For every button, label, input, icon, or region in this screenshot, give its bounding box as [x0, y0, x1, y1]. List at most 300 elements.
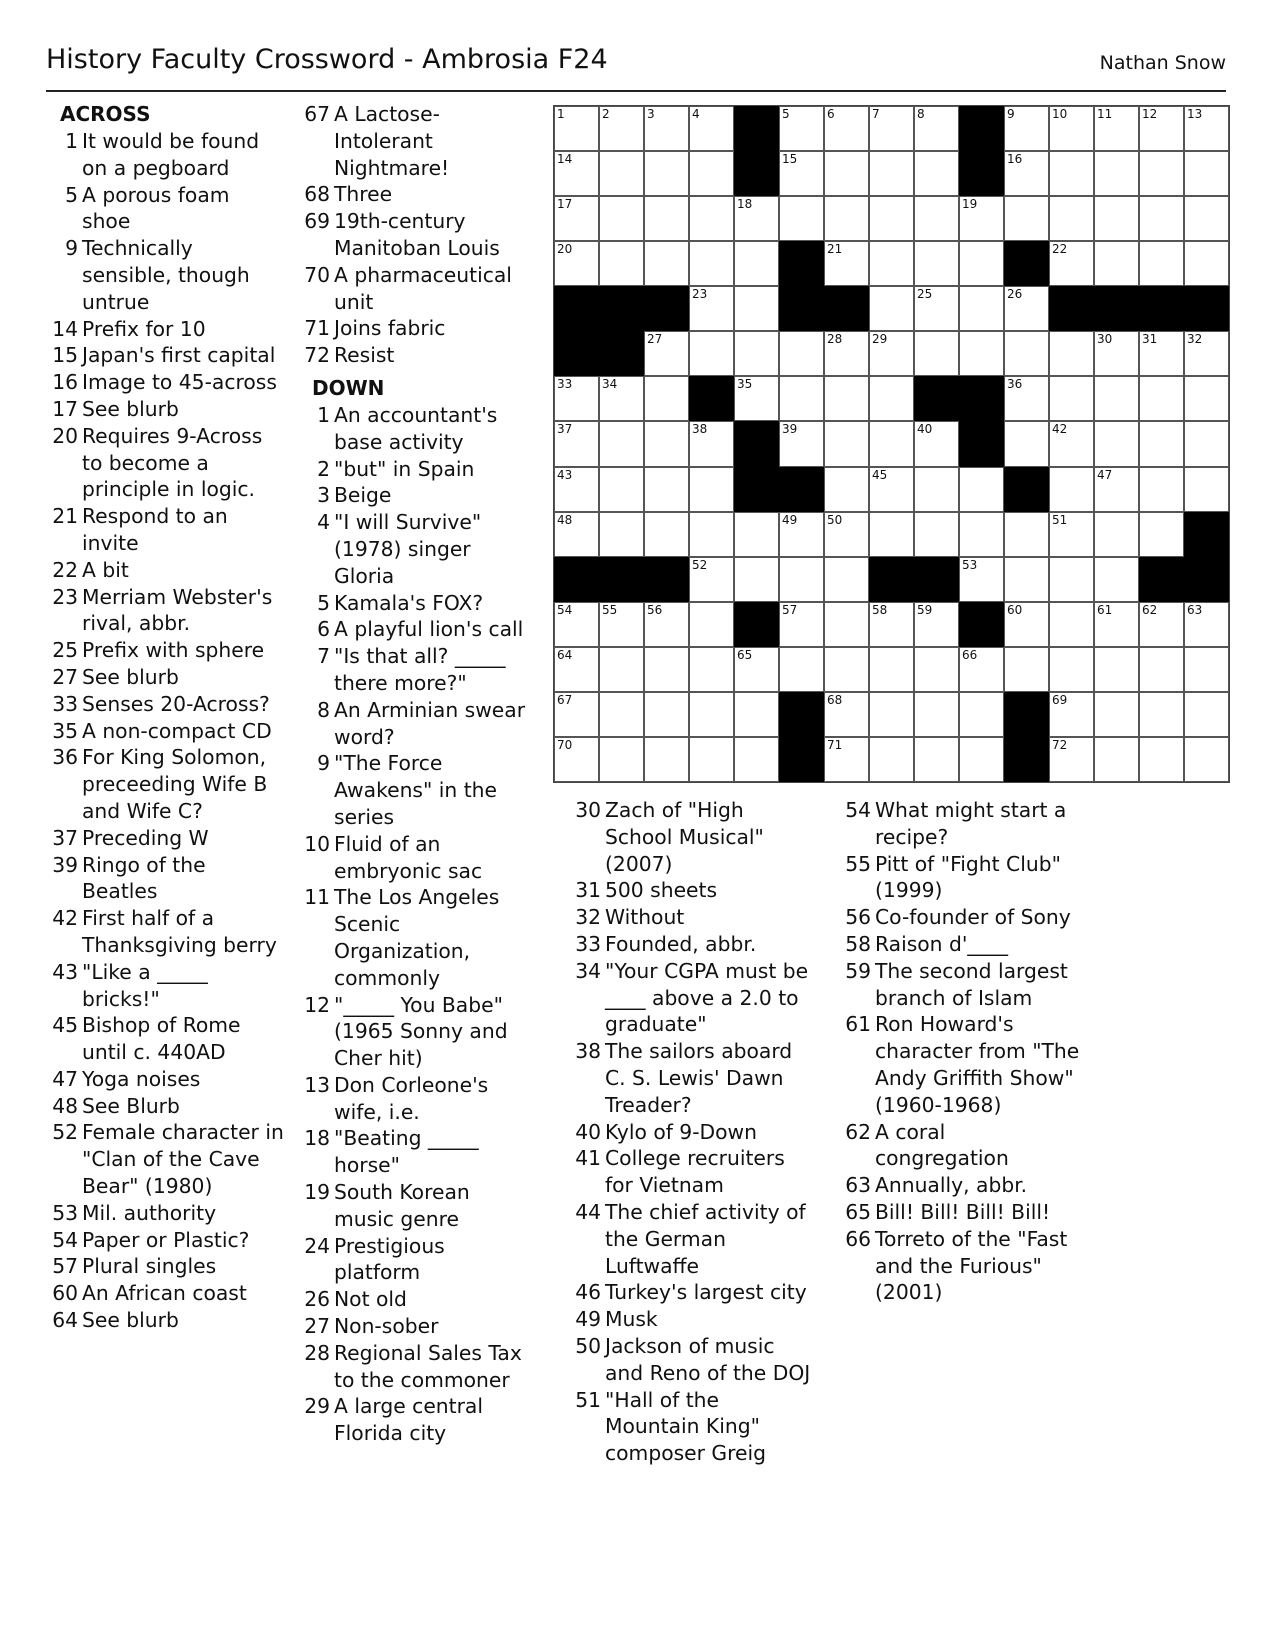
- grid-cell[interactable]: [869, 331, 914, 376]
- clue-text: First half of a Thanksgiving berry: [82, 906, 277, 957]
- grid-cell[interactable]: [1184, 376, 1229, 421]
- grid-cell[interactable]: [1184, 151, 1229, 196]
- grid-cell[interactable]: [689, 737, 734, 782]
- grid-cell[interactable]: [1094, 241, 1139, 286]
- grid-cell[interactable]: [644, 241, 689, 286]
- grid-cell[interactable]: [554, 692, 599, 737]
- grid-cell[interactable]: [599, 106, 644, 151]
- grid-cell[interactable]: [779, 376, 824, 421]
- clue-number: 10: [304, 831, 330, 856]
- clue-text: "I will Survive" (1978) singer Gloria: [334, 510, 482, 588]
- across-clue: [52, 584, 284, 638]
- grid-cell[interactable]: [599, 512, 644, 557]
- black-square: [779, 692, 824, 737]
- grid-cell[interactable]: [644, 331, 689, 376]
- grid-cell[interactable]: [554, 376, 599, 421]
- black-square: [959, 106, 1004, 151]
- grid-cell[interactable]: [1139, 151, 1184, 196]
- grid-cell[interactable]: [959, 331, 1004, 376]
- grid-cell[interactable]: [599, 737, 644, 782]
- grid-cell[interactable]: [1139, 737, 1184, 782]
- grid-cell[interactable]: [689, 331, 734, 376]
- clue-number: 16: [52, 370, 78, 395]
- grid-cell[interactable]: [779, 151, 824, 196]
- across-clue: [52, 369, 284, 396]
- grid-cell[interactable]: [869, 467, 914, 512]
- clue-number: 13: [304, 1072, 330, 1097]
- grid-cell[interactable]: [1139, 421, 1184, 466]
- grid-cell[interactable]: [554, 467, 599, 512]
- clue-text: Merriam Webster's rival, abbr.: [82, 584, 273, 636]
- grid-cell[interactable]: [869, 647, 914, 692]
- grid-cell[interactable]: [1049, 106, 1094, 151]
- clue-number: 52: [52, 1120, 78, 1145]
- grid-cell[interactable]: [644, 106, 689, 151]
- grid-cell[interactable]: [1094, 602, 1139, 647]
- clue-number: 3: [317, 483, 330, 508]
- grid-cell[interactable]: [1049, 737, 1094, 782]
- grid-cell[interactable]: [824, 106, 869, 151]
- clue-text: Technically sensible, though untrue: [82, 236, 250, 314]
- cell-number: 14: [557, 152, 573, 167]
- down-clue: [304, 1393, 536, 1447]
- clue-text: For King Solomon, preceeding Wife B and Wife C?: [82, 745, 268, 823]
- grid-cell[interactable]: [1004, 286, 1049, 331]
- grid-cell[interactable]: [959, 196, 1004, 241]
- grid-cell[interactable]: [1139, 241, 1184, 286]
- grid-cell[interactable]: [779, 647, 824, 692]
- grid-cell[interactable]: [869, 692, 914, 737]
- grid-cell[interactable]: [689, 602, 734, 647]
- clue-number: 4: [317, 510, 330, 535]
- grid-cell[interactable]: [734, 331, 779, 376]
- clue-number: 29: [304, 1394, 330, 1419]
- clue-number: 5: [65, 182, 78, 207]
- grid-cell[interactable]: [959, 737, 1004, 782]
- black-square: [1004, 467, 1049, 512]
- grid-cell[interactable]: [1184, 467, 1229, 512]
- grid-cell[interactable]: [554, 241, 599, 286]
- grid-cell[interactable]: [914, 331, 959, 376]
- grid-cell[interactable]: [1004, 557, 1049, 602]
- grid-cell[interactable]: [824, 376, 869, 421]
- clue-text: Zach of "High School Musical" (2007): [605, 798, 764, 876]
- black-square: [1184, 512, 1229, 557]
- cell-number: 26: [1007, 287, 1023, 302]
- grid-cell[interactable]: [689, 467, 734, 512]
- grid-cell[interactable]: [779, 196, 824, 241]
- grid-cell[interactable]: [1184, 647, 1229, 692]
- grid-cell[interactable]: [599, 241, 644, 286]
- grid-cell[interactable]: [689, 151, 734, 196]
- grid-cell[interactable]: [599, 602, 644, 647]
- grid-cell[interactable]: [1184, 692, 1229, 737]
- down-clue: [575, 1387, 815, 1467]
- grid-cell[interactable]: [1094, 421, 1139, 466]
- cell-number: 27: [647, 332, 663, 347]
- grid-cell[interactable]: [1004, 647, 1049, 692]
- grid-cell[interactable]: [734, 692, 779, 737]
- across-clue: [52, 1093, 284, 1120]
- cell-number: 1: [557, 107, 565, 121]
- down-clue: [304, 616, 536, 643]
- down-clue: [845, 958, 1085, 1012]
- cell-number: 69: [1052, 692, 1068, 707]
- grid-cell[interactable]: [1004, 331, 1049, 376]
- clue-text: Kylo of 9-Down: [605, 1119, 757, 1144]
- grid-cell[interactable]: [599, 151, 644, 196]
- black-square: [914, 557, 959, 602]
- grid-cell[interactable]: [779, 602, 824, 647]
- grid-cell[interactable]: [554, 106, 599, 151]
- grid-cell[interactable]: [779, 331, 824, 376]
- grid-cell[interactable]: [689, 106, 734, 151]
- grid-cell[interactable]: [914, 196, 959, 241]
- grid-cell[interactable]: [599, 376, 644, 421]
- black-square: [959, 421, 1004, 466]
- grid-cell[interactable]: [1094, 737, 1139, 782]
- grid-cell[interactable]: [869, 241, 914, 286]
- grid-cell[interactable]: [869, 106, 914, 151]
- clue-number: 56: [845, 905, 871, 930]
- grid-cell[interactable]: [1184, 737, 1229, 782]
- grid-cell[interactable]: [1049, 421, 1094, 466]
- cell-number: 37: [557, 422, 573, 437]
- grid-cell[interactable]: [1004, 106, 1049, 151]
- black-square: [959, 602, 1004, 647]
- grid-cell[interactable]: [1139, 467, 1184, 512]
- grid-cell[interactable]: [1094, 151, 1139, 196]
- clue-number: 9: [317, 751, 330, 776]
- grid-cell[interactable]: [1049, 602, 1094, 647]
- clue-number: 12: [304, 992, 330, 1017]
- grid-cell[interactable]: [734, 737, 779, 782]
- across-clue: [52, 1253, 284, 1280]
- grid-cell[interactable]: [1049, 692, 1094, 737]
- cell-number: 36: [1007, 377, 1023, 392]
- grid-cell[interactable]: [644, 737, 689, 782]
- grid-cell[interactable]: [959, 512, 1004, 557]
- grid-cell[interactable]: [824, 512, 869, 557]
- grid-cell[interactable]: [734, 512, 779, 557]
- grid-cell[interactable]: [824, 557, 869, 602]
- clue-number: 27: [52, 664, 78, 689]
- across-clue: [52, 959, 284, 1013]
- grid-cell[interactable]: [689, 512, 734, 557]
- grid-cell[interactable]: [869, 737, 914, 782]
- cell-number: 12: [1142, 107, 1158, 121]
- grid-cell[interactable]: [689, 286, 734, 331]
- across-clue-list: [304, 101, 536, 369]
- grid-cell[interactable]: [1139, 331, 1184, 376]
- cell-number: 7: [872, 107, 880, 121]
- grid-cell[interactable]: [554, 512, 599, 557]
- grid-cell[interactable]: [644, 467, 689, 512]
- grid-cell[interactable]: [914, 467, 959, 512]
- grid-cell[interactable]: [1184, 602, 1229, 647]
- down-clue-list: [575, 797, 815, 1467]
- grid-cell[interactable]: [869, 376, 914, 421]
- grid-cell[interactable]: [959, 241, 1004, 286]
- grid-cell[interactable]: [1094, 196, 1139, 241]
- grid-cell[interactable]: [1049, 557, 1094, 602]
- grid-cell[interactable]: [869, 196, 914, 241]
- grid-cell[interactable]: [554, 647, 599, 692]
- grid-cell[interactable]: [689, 557, 734, 602]
- grid-cell[interactable]: [1184, 421, 1229, 466]
- clue-text: "Beating _____ horse": [334, 1126, 479, 1178]
- grid-cell[interactable]: [824, 602, 869, 647]
- clue-text: See blurb: [82, 664, 179, 689]
- grid-cell[interactable]: [959, 286, 1004, 331]
- grid-cell[interactable]: [869, 602, 914, 647]
- down-clue: [575, 877, 815, 904]
- grid-cell[interactable]: [554, 421, 599, 466]
- clue-text: An accountant's base activity: [334, 402, 498, 454]
- cell-number: 35: [737, 377, 753, 392]
- clue-text: Raison d'____: [875, 931, 1008, 956]
- down-clue: [575, 1145, 815, 1199]
- grid-cell[interactable]: [959, 557, 1004, 602]
- grid-cell[interactable]: [1139, 376, 1184, 421]
- grid-cell[interactable]: [914, 512, 959, 557]
- black-square: [734, 602, 779, 647]
- clue-number: 33: [52, 691, 78, 716]
- grid-cell[interactable]: [869, 512, 914, 557]
- grid-cell[interactable]: [1049, 196, 1094, 241]
- grid-cell[interactable]: [1139, 512, 1184, 557]
- grid-cell[interactable]: [1004, 512, 1049, 557]
- clue-number: 53: [52, 1200, 78, 1225]
- grid-cell[interactable]: [1094, 512, 1139, 557]
- grid-cell[interactable]: [1004, 151, 1049, 196]
- down-clue: [845, 1119, 1085, 1173]
- cell-number: 67: [557, 692, 573, 707]
- clue-text: Respond to an invite: [82, 504, 228, 555]
- grid-cell[interactable]: [554, 151, 599, 196]
- grid-cell[interactable]: [1139, 602, 1184, 647]
- grid-cell[interactable]: [824, 196, 869, 241]
- clue-text: Torreto of the "Fast and the Furious" (2001): [875, 1226, 1068, 1305]
- grid-cell[interactable]: [1139, 647, 1184, 692]
- grid-cell[interactable]: [869, 151, 914, 196]
- grid-cell[interactable]: [914, 421, 959, 466]
- grid-cell[interactable]: [644, 602, 689, 647]
- clue-text: 500 sheets: [605, 878, 718, 903]
- grid-cell[interactable]: [734, 557, 779, 602]
- grid-cell[interactable]: [869, 421, 914, 466]
- grid-cell[interactable]: [1184, 106, 1229, 151]
- clue-text: Beige: [334, 483, 392, 508]
- grid-cell[interactable]: [734, 376, 779, 421]
- cell-number: 42: [1052, 422, 1068, 437]
- grid-cell[interactable]: [779, 557, 824, 602]
- grid-cell[interactable]: [1139, 196, 1184, 241]
- grid-cell[interactable]: [689, 196, 734, 241]
- clue-text: "Your CGPA must be ____ above a 2.0 to graduate": [605, 958, 809, 1037]
- grid-cell[interactable]: [1049, 241, 1094, 286]
- grid-cell[interactable]: [644, 376, 689, 421]
- cell-number: 38: [692, 422, 708, 437]
- clue-text: Fluid of an embryonic sac: [334, 831, 483, 883]
- grid-cell[interactable]: [1139, 106, 1184, 151]
- grid-cell[interactable]: [824, 331, 869, 376]
- across-clue: [304, 208, 536, 262]
- clue-number: 61: [845, 1012, 871, 1037]
- grid-cell[interactable]: [644, 647, 689, 692]
- grid-cell[interactable]: [1094, 647, 1139, 692]
- down-clue: [304, 643, 536, 697]
- grid-cell[interactable]: [644, 196, 689, 241]
- grid-cell[interactable]: [914, 692, 959, 737]
- grid-cell[interactable]: [734, 286, 779, 331]
- grid-cell[interactable]: [914, 241, 959, 286]
- grid-cell[interactable]: [554, 196, 599, 241]
- clue-number: 1: [65, 129, 78, 153]
- grid-cell[interactable]: [1094, 692, 1139, 737]
- grid-cell[interactable]: [1049, 467, 1094, 512]
- grid-cell[interactable]: [959, 647, 1004, 692]
- grid-cell[interactable]: [869, 286, 914, 331]
- grid-cell[interactable]: [1004, 421, 1049, 466]
- down-clue: [845, 1199, 1085, 1226]
- across-clue: [52, 342, 284, 369]
- down-clue: [304, 992, 536, 1072]
- grid-cell[interactable]: [734, 647, 779, 692]
- clue-text: Japan's first capital: [82, 343, 276, 368]
- grid-cell[interactable]: [1184, 196, 1229, 241]
- grid-cell[interactable]: [1049, 331, 1094, 376]
- black-square: [644, 557, 689, 602]
- grid-cell[interactable]: [1094, 376, 1139, 421]
- black-square: [914, 376, 959, 421]
- grid-cell[interactable]: [959, 692, 1004, 737]
- clue-text: Don Corleone's wife, i.e.: [334, 1072, 489, 1124]
- grid-cell[interactable]: [599, 692, 644, 737]
- grid-cell[interactable]: [734, 241, 779, 286]
- clue-text: See blurb: [82, 1308, 179, 1333]
- clue-text: A playful lion's call: [334, 617, 524, 642]
- grid-cell[interactable]: [689, 241, 734, 286]
- clue-text: Prestigious platform: [334, 1233, 445, 1285]
- grid-cell[interactable]: [779, 512, 824, 557]
- clue-number: 23: [52, 584, 78, 609]
- clue-number: 69: [304, 209, 330, 234]
- grid-cell[interactable]: [1094, 467, 1139, 512]
- clue-number: 7: [317, 644, 330, 669]
- grid-cell[interactable]: [644, 421, 689, 466]
- grid-cell[interactable]: [689, 647, 734, 692]
- cell-number: 43: [557, 467, 573, 482]
- grid-cell[interactable]: [914, 151, 959, 196]
- clue-text: Non-sober: [334, 1314, 439, 1339]
- grid-cell[interactable]: [689, 692, 734, 737]
- grid-cell[interactable]: [1184, 241, 1229, 286]
- grid-cell[interactable]: [554, 737, 599, 782]
- grid-cell[interactable]: [824, 647, 869, 692]
- clue-number: 25: [52, 638, 78, 663]
- grid-cell[interactable]: [1049, 151, 1094, 196]
- clue-text: "Like a _____ bricks!": [82, 959, 208, 1011]
- across-clue: [304, 101, 536, 181]
- grid-cell[interactable]: [1184, 331, 1229, 376]
- grid-cell[interactable]: [599, 421, 644, 466]
- grid-cell[interactable]: [1094, 557, 1139, 602]
- grid-cell[interactable]: [914, 602, 959, 647]
- grid-cell[interactable]: [1094, 331, 1139, 376]
- grid-cell[interactable]: [1049, 647, 1094, 692]
- cell-number: 20: [557, 242, 573, 257]
- black-square: [554, 331, 599, 376]
- down-clue: [304, 456, 536, 483]
- grid-cell[interactable]: [824, 151, 869, 196]
- clue-text: An Arminian swear word?: [334, 697, 526, 749]
- grid-cell[interactable]: [824, 737, 869, 782]
- grid-cell[interactable]: [1004, 602, 1049, 647]
- grid-cell[interactable]: [1004, 196, 1049, 241]
- grid-cell[interactable]: [824, 241, 869, 286]
- grid-cell[interactable]: [959, 467, 1004, 512]
- grid-cell[interactable]: [554, 602, 599, 647]
- clue-number: 36: [52, 745, 78, 770]
- grid-cell[interactable]: [644, 512, 689, 557]
- across-clue: [52, 503, 284, 557]
- grid-cell[interactable]: [1049, 512, 1094, 557]
- clue-number: 45: [52, 1013, 78, 1038]
- across-clue: [304, 315, 536, 342]
- grid-cell[interactable]: [599, 196, 644, 241]
- clue-number: 43: [52, 959, 78, 984]
- grid-cell[interactable]: [1094, 106, 1139, 151]
- grid-cell[interactable]: [1004, 376, 1049, 421]
- grid-cell[interactable]: [824, 692, 869, 737]
- grid-cell[interactable]: [1139, 692, 1184, 737]
- grid-cell[interactable]: [734, 196, 779, 241]
- grid-cell[interactable]: [779, 421, 824, 466]
- grid-cell[interactable]: [914, 106, 959, 151]
- grid-cell[interactable]: [644, 692, 689, 737]
- grid-cell[interactable]: [914, 737, 959, 782]
- across-clue: [52, 905, 284, 959]
- clue-number: 55: [845, 851, 871, 876]
- down-clue: [845, 797, 1085, 851]
- black-square: [1139, 557, 1184, 602]
- cell-number: 29: [872, 332, 888, 347]
- clue-column-4: [845, 797, 1085, 1306]
- grid-cell[interactable]: [914, 286, 959, 331]
- across-clue: [52, 718, 284, 745]
- across-clue: [52, 1119, 284, 1199]
- cell-number: 17: [557, 197, 573, 212]
- black-square: [1139, 286, 1184, 331]
- grid-cell[interactable]: [599, 467, 644, 512]
- grid-cell[interactable]: [689, 421, 734, 466]
- clue-number: 60: [52, 1281, 78, 1306]
- cell-number: 11: [1097, 107, 1113, 121]
- clue-text: Joins fabric: [334, 316, 446, 341]
- grid-cell[interactable]: [1049, 376, 1094, 421]
- grid-cell[interactable]: [599, 647, 644, 692]
- clue-text: Bill! Bill! Bill! Bill!: [875, 1199, 1051, 1224]
- down-clue: [845, 1172, 1085, 1199]
- clue-number: 46: [575, 1280, 601, 1305]
- grid-cell[interactable]: [824, 421, 869, 466]
- cell-number: 48: [557, 512, 573, 527]
- grid-cell[interactable]: [914, 647, 959, 692]
- grid-cell[interactable]: [824, 467, 869, 512]
- grid-cell[interactable]: [779, 106, 824, 151]
- grid-cell[interactable]: [644, 151, 689, 196]
